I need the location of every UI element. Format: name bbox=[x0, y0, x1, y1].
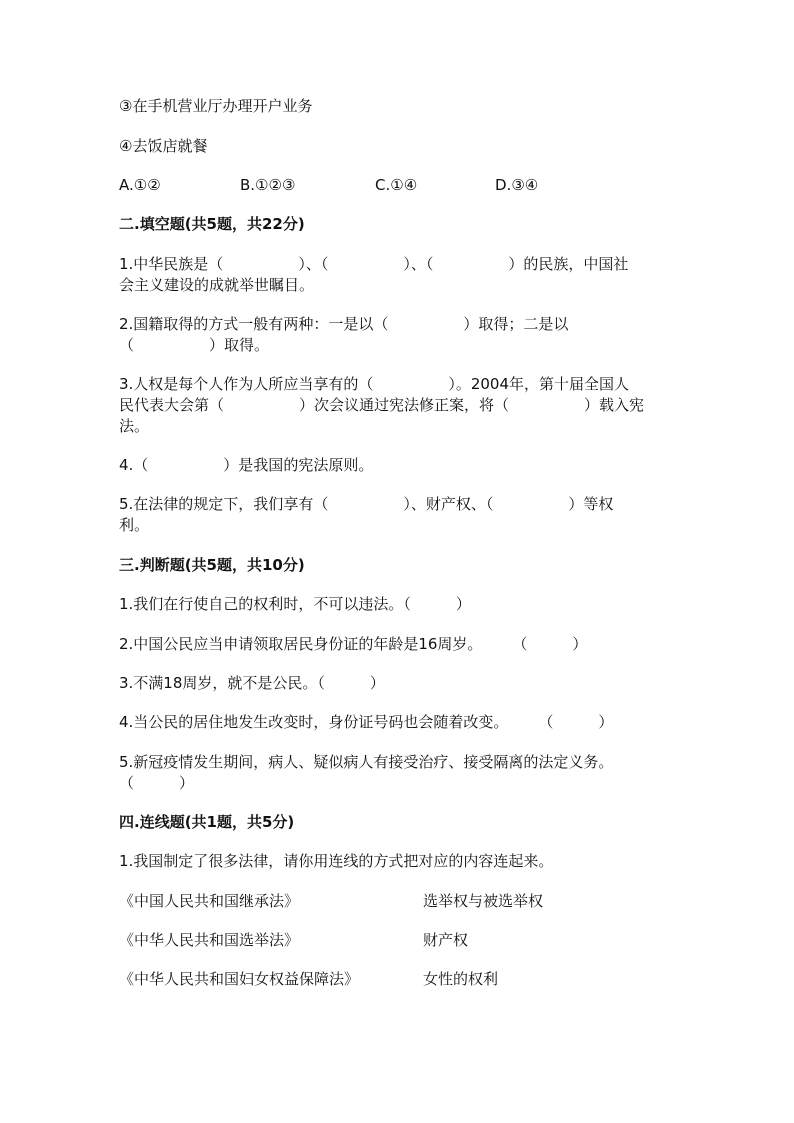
choice-b: B.①②③ bbox=[240, 176, 296, 194]
fill-q5-line1: 5.在法律的规定下，我们享有（ ）、财产权、（ ）等权 bbox=[119, 495, 614, 513]
fill-q3-line3: 法。 bbox=[119, 417, 150, 435]
judge-q5-line2: （ ） bbox=[119, 774, 195, 792]
match-left-3: 《中华人民共和国妇女权益保障法》 bbox=[119, 970, 360, 988]
choice-d: D.③④ bbox=[495, 176, 539, 194]
fill-q5-line2: 利。 bbox=[119, 516, 150, 534]
choice-a: A.①② bbox=[119, 176, 161, 194]
fill-q3-line2: 民代表大会第（ ）次会议通过宪法修正案，将（ ）载入宪 bbox=[119, 396, 645, 414]
match-right-2: 财产权 bbox=[423, 931, 469, 949]
judge-q2: 2.中国公民应当申请领取居民身份证的年龄是16周岁。 （ ） bbox=[119, 635, 588, 653]
fill-q1-line1: 1.中华民族是（ ）、（ ）、（ ）的民族，中国社 bbox=[119, 255, 629, 273]
section-4-heading: 四.连线题(共1题，共5分) bbox=[119, 813, 295, 831]
match-q1: 1.我国制定了很多法律，请你用连线的方式把对应的内容连起来。 bbox=[119, 852, 554, 870]
fill-q2-line2: （ ）取得。 bbox=[119, 336, 270, 354]
section-3-heading: 三.判断题(共5题，共10分) bbox=[119, 556, 305, 574]
fill-q2-line1: 2.国籍取得的方式一般有两种：一是以（ ）取得；二是以 bbox=[119, 315, 569, 333]
fill-q3-line1: 3.人权是每个人作为人所应当享有的（ ）。2004年，第十届全国人 bbox=[119, 375, 629, 393]
match-right-1: 选举权与被选举权 bbox=[423, 892, 544, 910]
judge-q4: 4.当公民的居住地发生改变时，身份证号码也会随着改变。 （ ） bbox=[119, 713, 614, 731]
fill-q4-line1: 4.（ ）是我国的宪法原则。 bbox=[119, 456, 374, 474]
judge-q3: 3.不满18周岁，就不是公民。（ ） bbox=[119, 674, 385, 692]
match-left-2: 《中华人民共和国选举法》 bbox=[119, 931, 300, 949]
option-item-4: ④去饭店就餐 bbox=[119, 137, 208, 155]
match-left-1: 《中国人民共和国继承法》 bbox=[119, 892, 300, 910]
choice-c: C.①④ bbox=[375, 176, 418, 194]
judge-q5-line1: 5.新冠疫情发生期间，病人、疑似病人有接受治疗、接受隔离的法定义务。 bbox=[119, 753, 614, 771]
fill-q1-line2: 会主义建设的成就举世瞩目。 bbox=[119, 276, 315, 294]
match-right-3: 女性的权利 bbox=[423, 970, 499, 988]
option-item-3: ③在手机营业厅办理开户业务 bbox=[119, 97, 313, 115]
section-2-heading: 二.填空题(共5题，共22分) bbox=[119, 215, 305, 233]
judge-q1: 1.我们在行使自己的权利时，不可以违法。（ ） bbox=[119, 595, 471, 613]
